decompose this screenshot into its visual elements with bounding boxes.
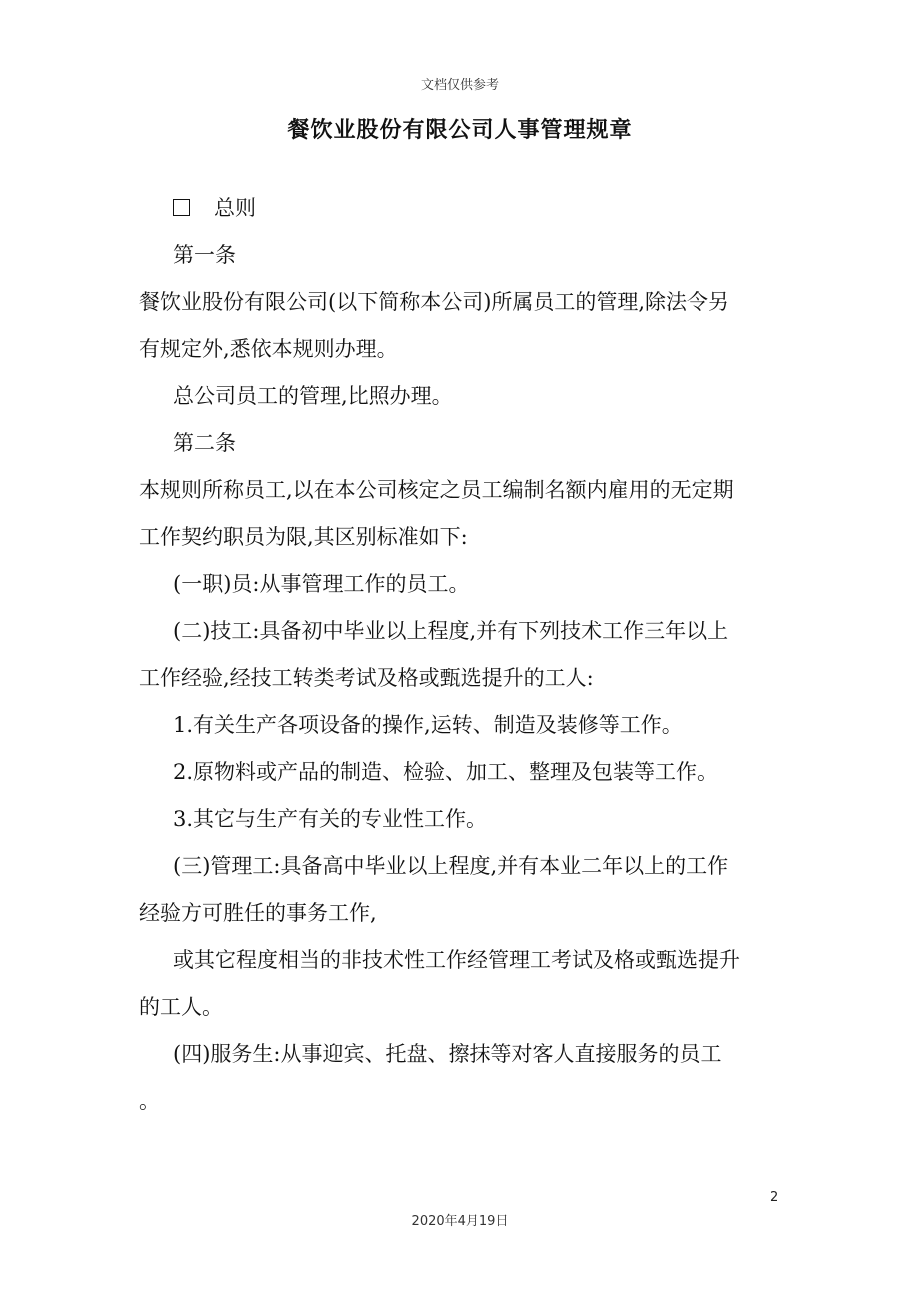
footer-date: 2020年4月19日 — [411, 1214, 509, 1229]
paragraph-line: (一职)员:从事管理工作的员工。 — [173, 572, 470, 596]
document-body — [139, 185, 779, 1125]
paragraph-line: 。 — [139, 1089, 160, 1113]
paragraph-line: 或其它程度相当的非技术性工作经管理工考试及格或甄选提升 — [173, 948, 740, 972]
list-item: 3.其它与生产有关的专业性工作。 — [173, 807, 488, 831]
paragraph-line: 有规定外,悉依本规则办理。 — [139, 337, 398, 361]
document-title: 餐饮业股份有限公司人事管理规章 — [287, 117, 633, 143]
page-number: 2 — [770, 1190, 779, 1205]
paragraph-line: 经验方可胜任的事务工作, — [139, 901, 377, 925]
paragraph-line: 本规则所称员工,以在本公司核定之员工编制名额内雇用的无定期 — [139, 478, 734, 502]
section-heading — [139, 185, 779, 232]
checkbox-icon — [173, 199, 190, 216]
paragraph-line: 工作契约职员为限,其区别标准如下: — [139, 525, 468, 549]
paragraph-line: (三)管理工:具备高中毕业以上程度,并有本业二年以上的工作 — [173, 854, 729, 878]
list-item: 2.原物料或产品的制造、检验、加工、整理及包装等工作。 — [173, 760, 719, 784]
article-heading: 第二条 — [173, 431, 236, 455]
article-heading: 第一条 — [173, 243, 236, 267]
paragraph-line: (四)服务生:从事迎宾、托盘、擦抹等对客人直接服务的员工 — [173, 1042, 722, 1066]
paragraph-line: 餐饮业股份有限公司(以下简称本公司)所属员工的管理,除法令另 — [139, 290, 730, 314]
paragraph-line: 总公司员工的管理,比照办理。 — [173, 384, 453, 408]
paragraph-line: 工作经验,经技工转类考试及格或甄选提升的工人: — [139, 666, 594, 690]
paragraph-line: (二)技工:具备初中毕业以上程度,并有下列技术工作三年以上 — [173, 619, 729, 643]
header-note: 文档仅供参考 — [420, 78, 499, 93]
paragraph-line: 的工人。 — [139, 995, 223, 1019]
section-heading-label: 总则 — [214, 196, 256, 220]
list-item: 1.有关生产各项设备的操作,运转、制造及装修等工作。 — [173, 713, 683, 737]
